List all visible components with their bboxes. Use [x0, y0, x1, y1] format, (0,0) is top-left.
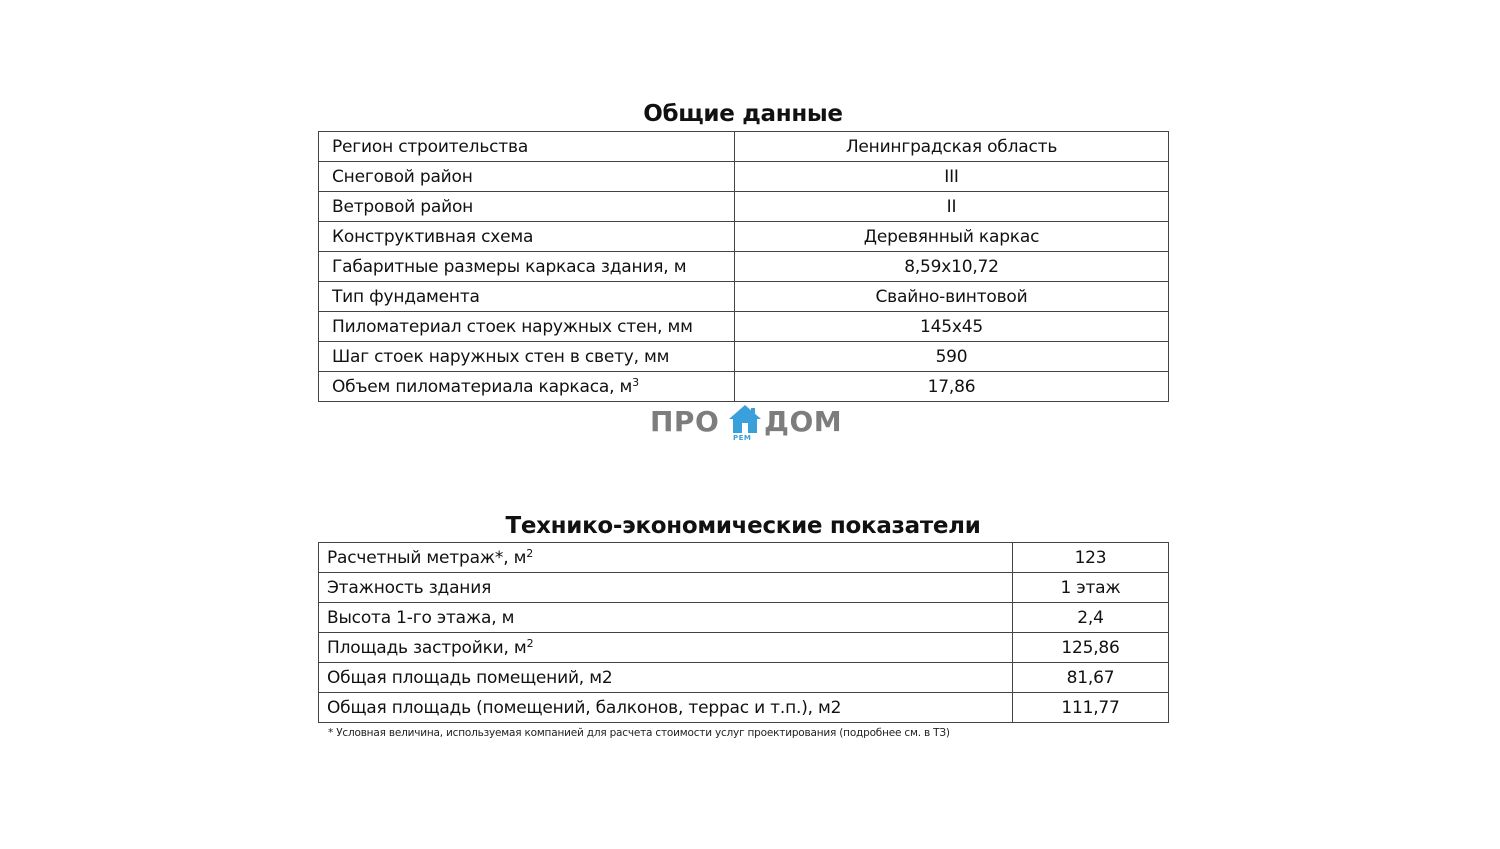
- row-label: Площадь застройки, $м^2$: [319, 633, 1013, 663]
- row-label: Ветровой район: [319, 192, 735, 222]
- logo-text-right: ДОМ: [764, 405, 843, 438]
- row-label: Расчетный метраж*, $м^2$: [319, 543, 1013, 573]
- tech-indicators-table: [318, 542, 1169, 723]
- row-label: Габаритные размеры каркаса здания, м: [319, 252, 735, 282]
- row-label: Объем пиломатериала каркаса, $м^3$: [319, 372, 735, 402]
- row-value: 81,67: [1013, 663, 1169, 693]
- table-row: [319, 663, 1169, 693]
- superscript: 2: [526, 546, 534, 560]
- tech-indicators-title: Технико-экономические показатели: [505, 513, 981, 539]
- row-label: Этажность здания: [319, 573, 1013, 603]
- superscript: 2: [526, 636, 534, 650]
- table-row: [319, 633, 1169, 663]
- row-value: Деревянный каркас: [735, 222, 1169, 252]
- row-label: Регион строительства: [319, 132, 735, 162]
- row-value: III: [735, 162, 1169, 192]
- logo-subtext: РЕМ: [733, 434, 752, 442]
- row-label: Конструктивная схема: [319, 222, 735, 252]
- row-value: 8,59х10,72: [735, 252, 1169, 282]
- table-row: [319, 603, 1169, 633]
- table-row: [319, 543, 1169, 573]
- table-row: [319, 372, 1169, 402]
- row-value: 17,86: [735, 372, 1169, 402]
- table-row: [319, 342, 1169, 372]
- general-data-title: Общие данные: [643, 101, 843, 127]
- row-value: 590: [735, 342, 1169, 372]
- table-row: [319, 573, 1169, 603]
- footnote: * Условная величина, используемая компанией для расчета стоимости услуг проектирования (подробнее см. в ТЗ): [328, 727, 950, 739]
- logo-text-left: ПРО: [650, 405, 720, 438]
- row-label: Общая площадь помещений, м2: [319, 663, 1013, 693]
- row-value: Свайно-винтовой: [735, 282, 1169, 312]
- row-value: 123: [1013, 543, 1169, 573]
- table-row: [319, 282, 1169, 312]
- table-row: [319, 192, 1169, 222]
- superscript: 3: [632, 375, 639, 389]
- row-value: 145х45: [735, 312, 1169, 342]
- table-row: [319, 132, 1169, 162]
- row-label: Тип фундамента: [319, 282, 735, 312]
- house-icon: [728, 404, 762, 436]
- row-value: Ленинградская область: [735, 132, 1169, 162]
- row-label: Пиломатериал стоек наружных стен, мм: [319, 312, 735, 342]
- row-value: 125,86: [1013, 633, 1169, 663]
- table-row: [319, 312, 1169, 342]
- row-value: II: [735, 192, 1169, 222]
- general-data-table: [318, 131, 1169, 402]
- row-label: Снеговой район: [319, 162, 735, 192]
- table-row: [319, 222, 1169, 252]
- row-label: Общая площадь (помещений, балконов, террас и т.п.), м2: [319, 693, 1013, 723]
- table-row: [319, 162, 1169, 192]
- company-logo: [650, 403, 850, 443]
- table-row: [319, 693, 1169, 723]
- row-value: 1 этаж: [1013, 573, 1169, 603]
- row-label: Высота 1-го этажа, м: [319, 603, 1013, 633]
- table-row: [319, 252, 1169, 282]
- row-value: 111,77: [1013, 693, 1169, 723]
- row-value: 2,4: [1013, 603, 1169, 633]
- row-label: Шаг стоек наружных стен в свету, мм: [319, 342, 735, 372]
